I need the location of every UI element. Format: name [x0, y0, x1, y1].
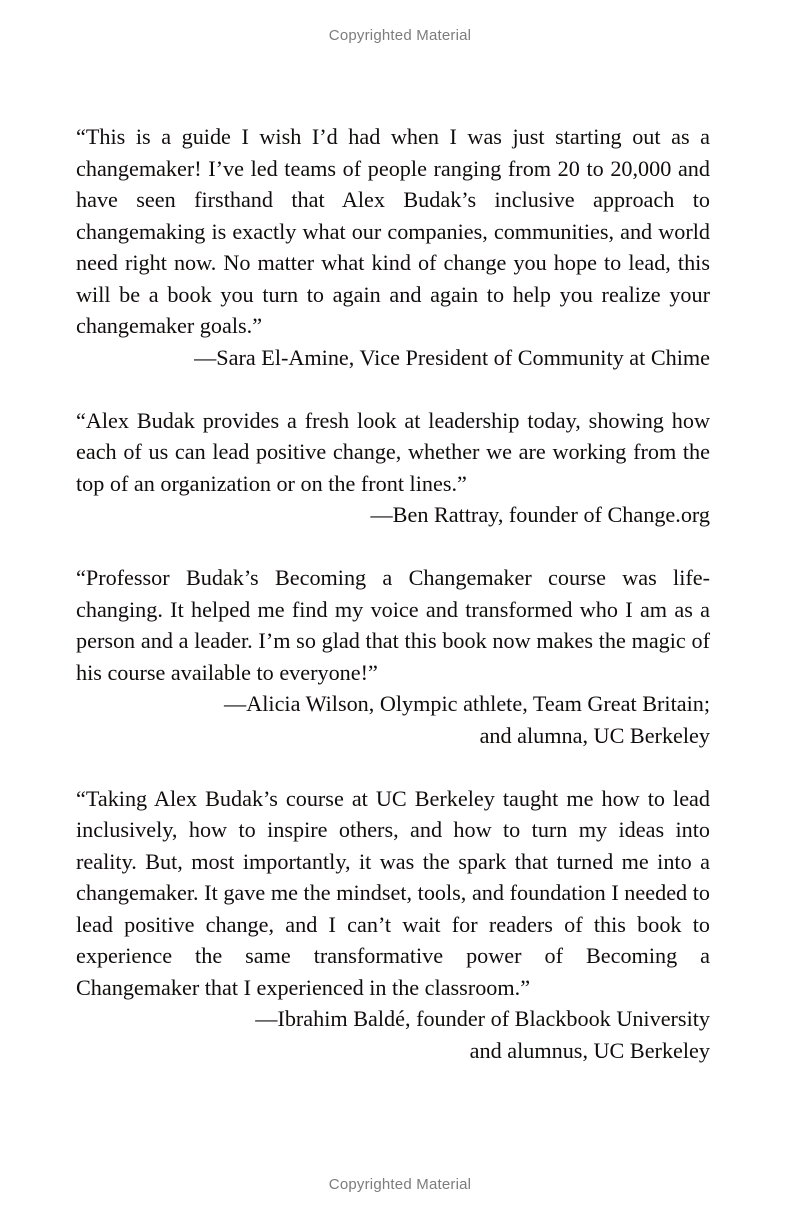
blurb-attribution-line: —Ben Rattray, founder of Change.org — [370, 502, 710, 527]
blurb-quote: “Taking Alex Budak’s course at UC Berkeley taught me how to lead inclusively, how to inspire others, and how to turn my ideas into reality. But, most importantly, it was the spark that turned me into a changemaker. It gave me the mindset, tools, and foundation I needed to lead positive change, and I can’t wait for readers of this book to experience the same transformative power of Becoming a Changemaker that I experienced in the classroom.” — [76, 785, 710, 1000]
blurb-attribution-line: and alumna, UC Berkeley — [479, 722, 710, 748]
blurb-quote: “Alex Budak provides a fresh look at leadership today, showing how each of us can lead positive change, whether we are working from the top of an organization or on the front lines.” — [76, 407, 710, 496]
copyright-watermark-bottom: Copyrighted Material — [328, 1176, 472, 1193]
blurb-attribution-line: —Ibrahim Baldé, founder of Blackbook University — [255, 1006, 710, 1031]
blurb-attribution-line: —Alicia Wilson, Olympic athlete, Team Great Britain; — [224, 691, 710, 716]
blurb-attribution-line: —Sara El-Amine, Vice President of Community at Chime — [194, 344, 710, 370]
blurb-quote: “This is a guide I wish I’d had when I was just starting out as a changemaker! I’ve led teams of people ranging from 20 to 20,000 and have seen firsthand that Alex Budak’s inclusive approach to changemaking is exactly what our companies, communities, and world need right now. No matter what kind of change you hope to lead, this will be a book you turn to again and again to help you realize your changemaker goals.” — [76, 124, 710, 338]
copyright-watermark-top: Copyrighted Material — [328, 27, 472, 44]
blurb-4 — [76, 783, 710, 1067]
blurb-2 — [76, 405, 710, 531]
blurb-attribution-line: and alumnus, UC Berkeley — [469, 1037, 710, 1063]
blurb-1 — [76, 121, 710, 373]
praise-page-content — [76, 121, 710, 1066]
blurb-quote: “Professor Budak’s Becoming a Changemaker course was life-changing. It helped me find my voice and transformed who I am as a person and a leader. I’m so glad that this book now makes the magic of his course available to everyone!” — [76, 565, 710, 685]
blurb-3 — [76, 562, 710, 751]
